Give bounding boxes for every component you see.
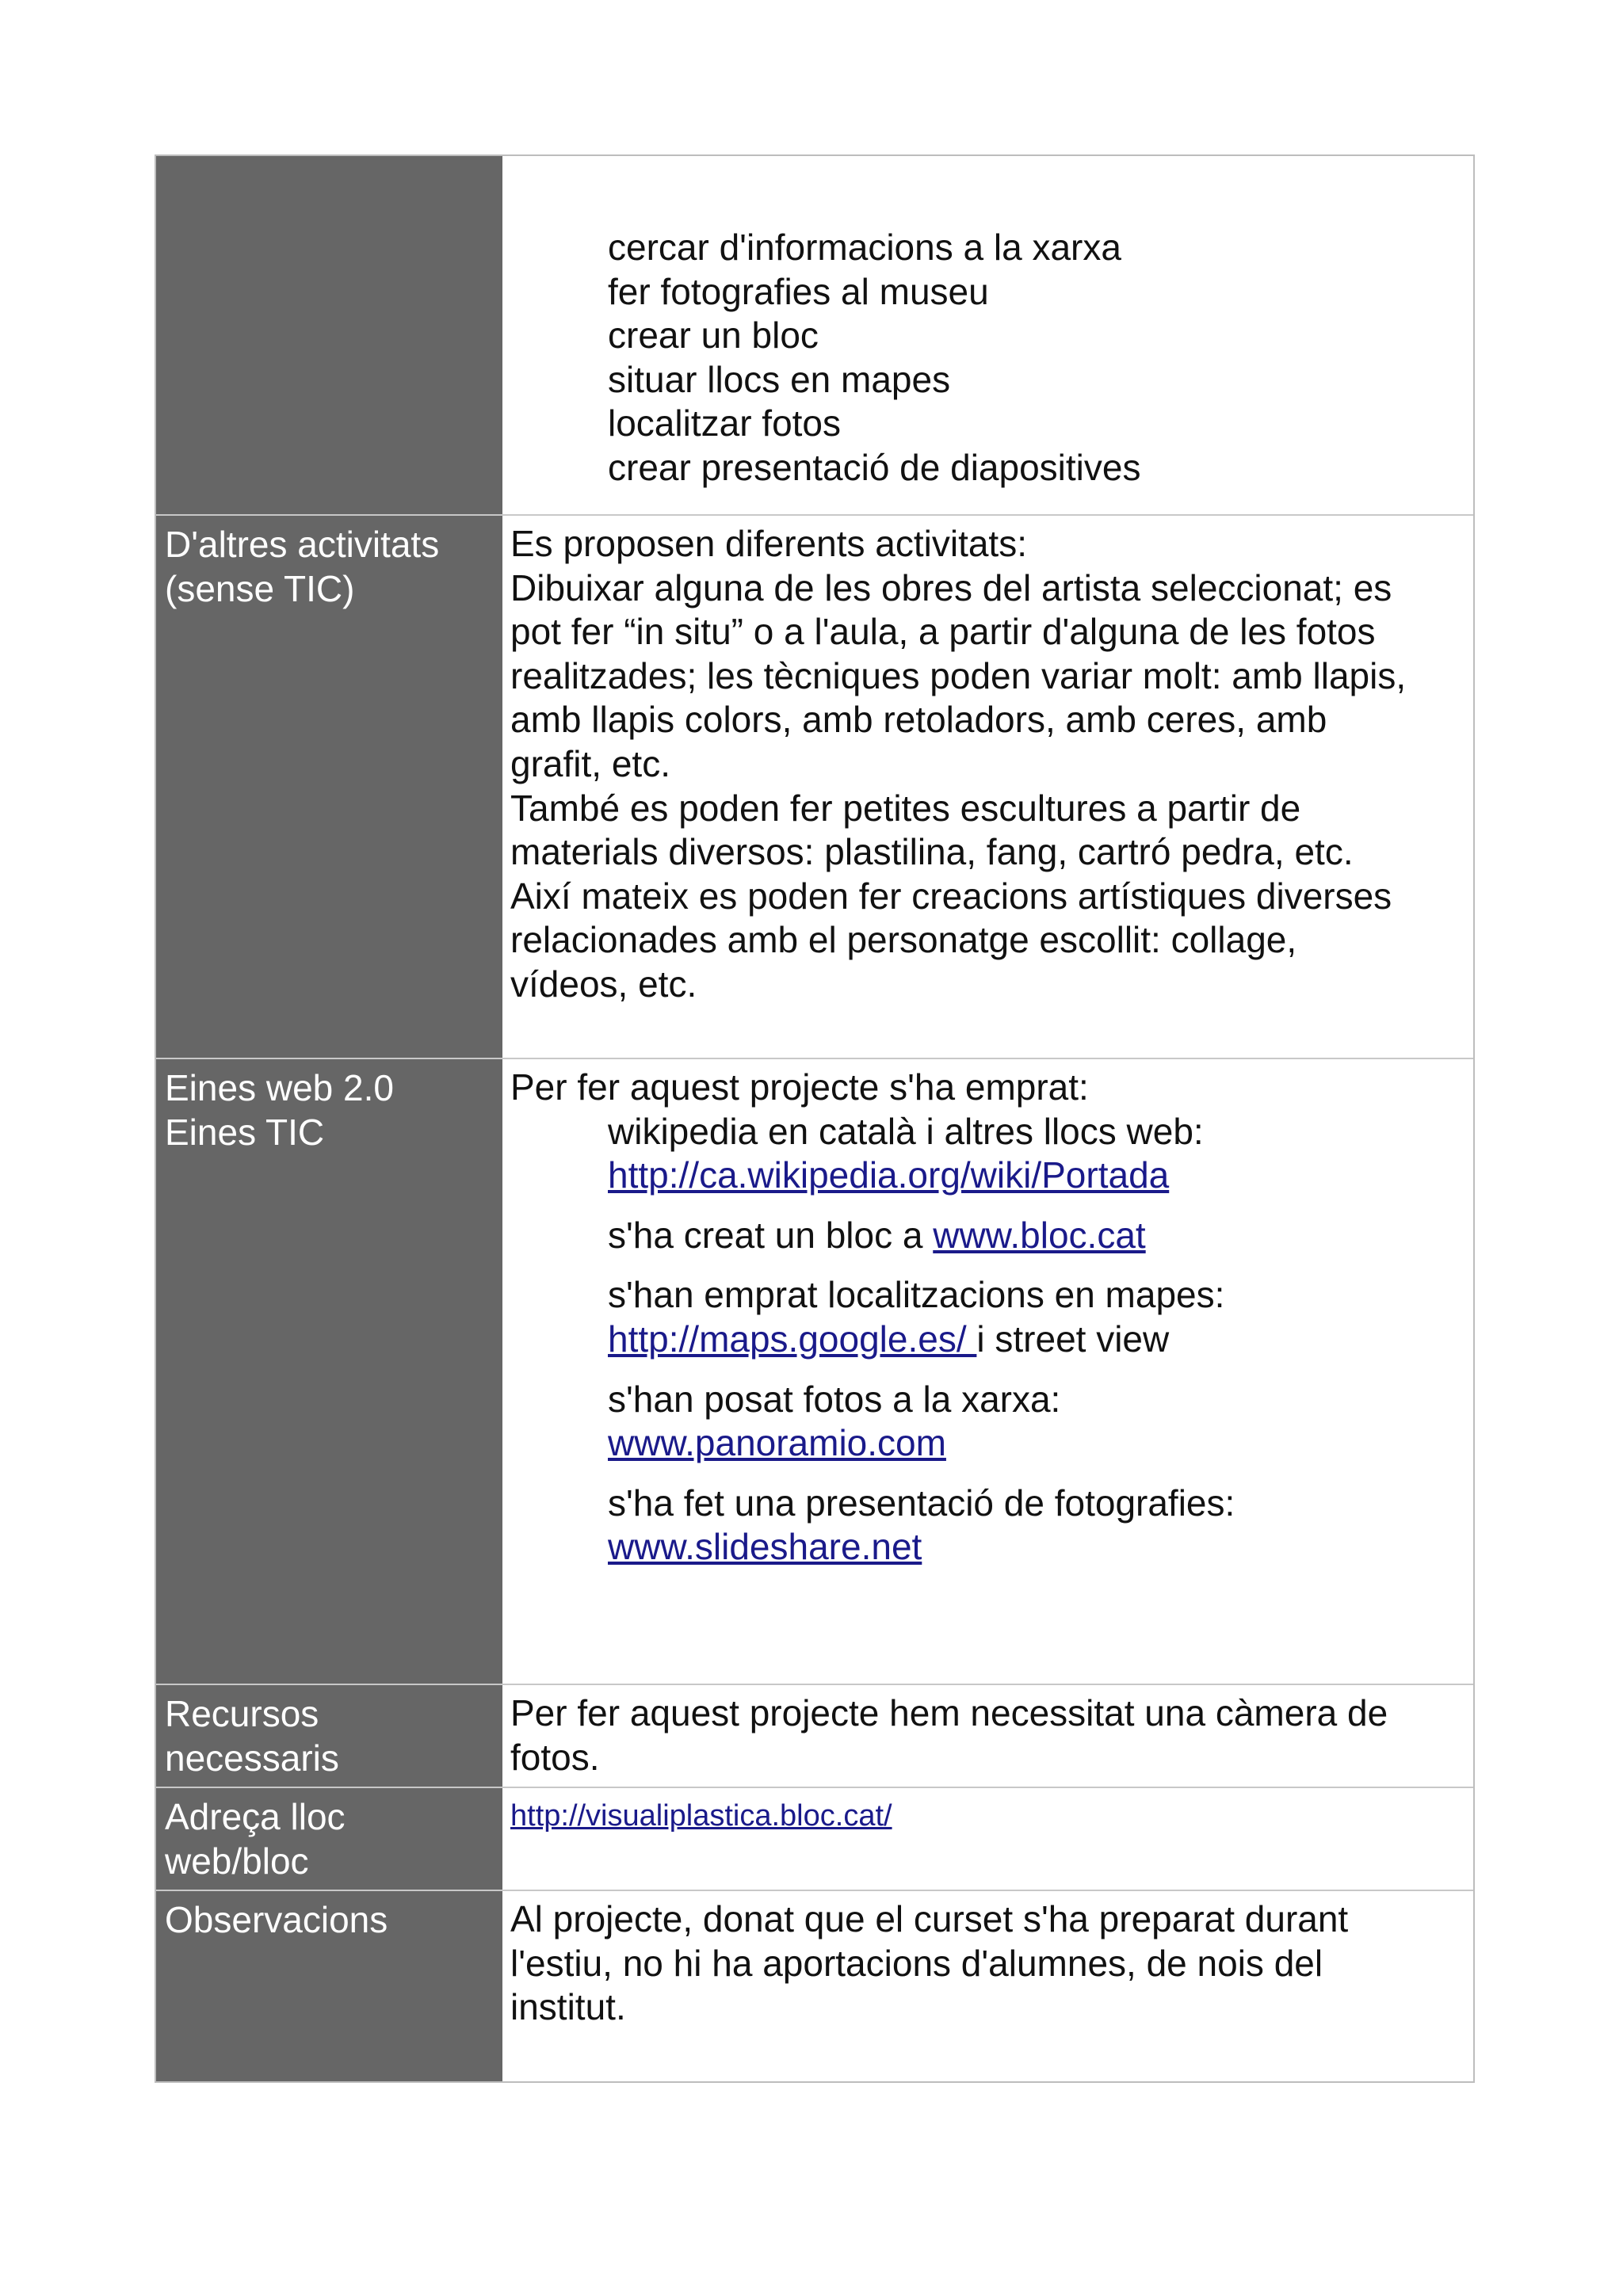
table-row bbox=[156, 514, 1473, 1058]
row-label-line: Eines TIC bbox=[165, 1112, 325, 1153]
text-line: Per fer aquest projecte hem necessitat una càmera de bbox=[510, 1692, 1388, 1733]
row-label bbox=[156, 1891, 502, 2081]
maps-link[interactable]: http://maps.google.es/ bbox=[608, 1318, 977, 1360]
tool-text: s'ha fet una presentació de fotografies: bbox=[608, 1482, 1235, 1524]
text-line: Així mateix es poden fer creacions artístiques diverses bbox=[510, 875, 1392, 917]
bloc-link[interactable]: www.bloc.cat bbox=[933, 1214, 1146, 1256]
text-line: Al projecte, donat que el curset s'ha preparat durant bbox=[510, 1898, 1349, 1939]
table-row bbox=[156, 1890, 1473, 2081]
row-label-line: Adreça lloc bbox=[165, 1796, 346, 1837]
text-line: l'estiu, no hi ha aportacions d'alumnes, de nois del bbox=[510, 1942, 1323, 1984]
text-line: grafit, etc. bbox=[510, 742, 670, 784]
row-label-line: necessaris bbox=[165, 1737, 339, 1779]
text-line: materials diversos: plastilina, fang, cartró pedra, etc. bbox=[510, 831, 1354, 873]
activity-item: fer fotografies al museu bbox=[608, 270, 989, 312]
tool-text: s'ha creat un bloc a bbox=[608, 1214, 934, 1256]
row-label bbox=[156, 156, 502, 514]
row-content bbox=[502, 1891, 1473, 2081]
text-line: pot fer “in situ” o a l'aula, a partir d'alguna de les fotos bbox=[510, 611, 1376, 653]
table-row bbox=[156, 1058, 1473, 1684]
text-line: Dibuixar alguna de les obres del artista seleccionat; es bbox=[510, 566, 1392, 608]
row-content bbox=[502, 1059, 1473, 1684]
tool-text: s'han emprat localitzacions en mapes: bbox=[608, 1274, 1225, 1316]
text-line: amb llapis colors, amb retoladors, amb ceres, amb bbox=[510, 699, 1327, 741]
activity-item: localitzar fotos bbox=[608, 402, 842, 444]
row-label-line: (sense TIC) bbox=[165, 568, 355, 609]
table-row bbox=[156, 1684, 1473, 1787]
row-label-line: Eines web 2.0 bbox=[165, 1067, 394, 1108]
panoramio-link[interactable]: www.panoramio.com bbox=[608, 1422, 946, 1464]
blog-address-link[interactable]: http://visualiplastica.bloc.cat/ bbox=[510, 1799, 892, 1833]
row-content bbox=[502, 1788, 1473, 1890]
wikipedia-link[interactable]: http://ca.wikipedia.org/wiki/Portada bbox=[608, 1154, 1170, 1196]
row-label-line: Recursos bbox=[165, 1693, 319, 1734]
row-label bbox=[156, 1059, 502, 1684]
row-label bbox=[156, 1685, 502, 1787]
tool-text: wikipedia en català i altres llocs web: bbox=[608, 1110, 1204, 1152]
activity-item: crear un bloc bbox=[608, 315, 819, 357]
activity-item: cercar d'informacions a la xarxa bbox=[608, 227, 1121, 268]
row-content bbox=[502, 1685, 1473, 1787]
slideshare-link[interactable]: www.slideshare.net bbox=[608, 1526, 922, 1568]
row-label bbox=[156, 516, 502, 1058]
tools-intro: Per fer aquest projecte s'ha emprat: bbox=[510, 1066, 1089, 1108]
row-content bbox=[502, 156, 1473, 514]
text-line: fotos. bbox=[510, 1736, 600, 1778]
row-label-line: web/bloc bbox=[165, 1840, 309, 1882]
row-label bbox=[156, 1788, 502, 1890]
text-line: relacionades amb el personatge escollit: collage, bbox=[510, 919, 1297, 961]
text-line: institut. bbox=[510, 1986, 626, 2028]
text-line: vídeos, etc. bbox=[510, 963, 697, 1005]
table-row bbox=[156, 156, 1473, 514]
activity-item: situar llocs en mapes bbox=[608, 358, 951, 400]
text-line: També es poden fer petites escultures a partir de bbox=[510, 787, 1301, 829]
row-label-line: Observacions bbox=[165, 1899, 388, 1940]
tool-text: s'han posat fotos a la xarxa: bbox=[608, 1378, 1061, 1420]
table-row bbox=[156, 1787, 1473, 1890]
text-line: Es proposen diferents activitats: bbox=[510, 523, 1027, 564]
row-content bbox=[502, 516, 1473, 1058]
tool-text: i street view bbox=[976, 1318, 1170, 1360]
row-label-line: D'altres activitats bbox=[165, 524, 440, 565]
activity-item: crear presentació de diapositives bbox=[608, 446, 1141, 488]
project-table bbox=[155, 154, 1475, 2083]
text-line: realitzades; les tècniques poden variar molt: amb llapis, bbox=[510, 654, 1407, 696]
